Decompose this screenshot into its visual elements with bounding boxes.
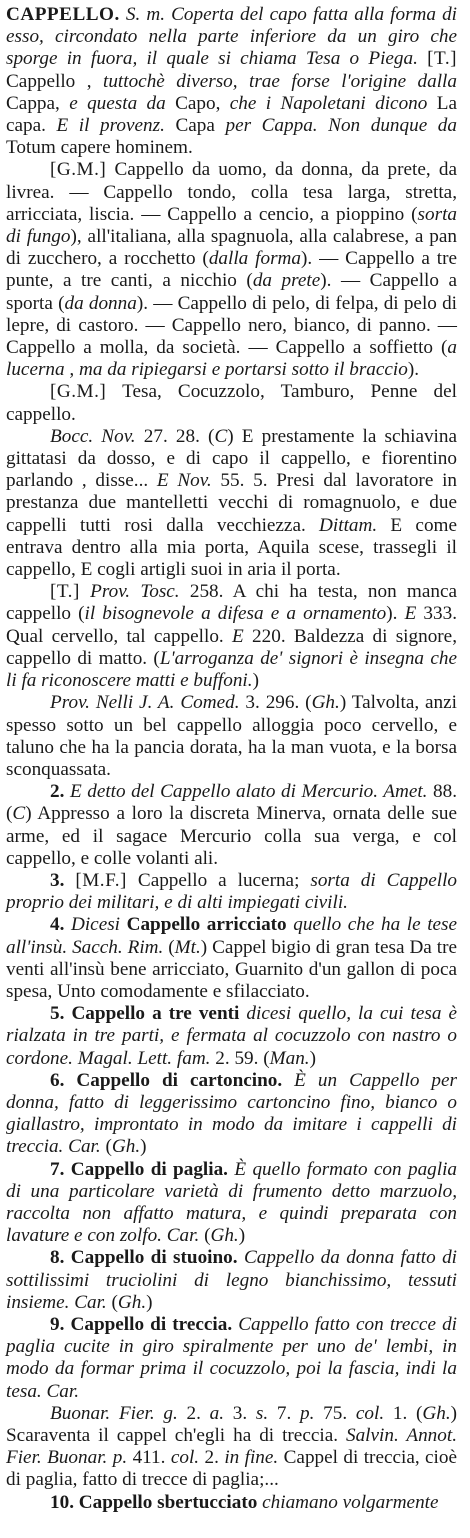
- italic-run: E detto del Cappello alato di Mercurio. Amet.: [69, 781, 428, 803]
- text-run: ): [238, 1225, 246, 1247]
- text-run: 1. (: [384, 1402, 423, 1424]
- text-run: ): [309, 1047, 316, 1069]
- entry-paragraph-p10: [6, 1003, 457, 1070]
- bold-run: 4.: [50, 914, 65, 936]
- text-run: 88. (: [6, 781, 458, 825]
- text-run: Cappel di treccia, cioè di paglia, fatto di trecce di paglia;...: [6, 1447, 457, 1491]
- italic-run: Gh.: [111, 1136, 141, 1158]
- italic-run: Mt.: [174, 936, 201, 958]
- text-run: ). — Cappello a sporta (: [6, 270, 457, 314]
- italic-run: E Nov.: [156, 470, 212, 492]
- italic-run: dalla forma: [208, 248, 302, 270]
- text-run: ) Cappel bigio di gran tesa Da tre venti all'insù bene arricciato, Guarnito d'un gallon di poca spesa, Unto comodamente e sfilacciato.: [6, 936, 457, 1002]
- italic-run: p.: [300, 1402, 315, 1424]
- italic-run: Cappello da donna fatto di sottilissimi truciolini di legno bianchissimo, tessuti insieme. Car.: [6, 1247, 457, 1313]
- text-run: [282, 1070, 294, 1091]
- italic-run: per Cappa. Non dunque da: [225, 115, 457, 137]
- italic-run: S. m. Coperta del capo fatta alla forma di esso, circondato nella parte inferiore da un giro che sporge in fuora, il quale si chiama Tesa o Piega.: [6, 4, 457, 70]
- bold-run: 8. Cappello di stuoino.: [50, 1247, 238, 1269]
- bold-run: 3.: [50, 869, 65, 891]
- text-run: Cappello a lucerna;: [126, 869, 311, 891]
- entry-paragraph-p14: [6, 1314, 457, 1403]
- text-run: ).: [386, 603, 405, 625]
- text-run: 3. 296. (: [239, 692, 312, 714]
- text-run: [120, 914, 127, 935]
- italic-run: Man.: [269, 1047, 310, 1069]
- text-run: ). — Cappello di pelo, di felpa, di pelo di lepre, di castoro. — Cappello nero, bianco, di panno. — Cappello a molla, da società. — Cappello a soffietto (: [6, 292, 458, 359]
- text-run: 333. Qual cervello, tal cappello.: [6, 603, 457, 647]
- text-run: ) Appresso a loro la discreta Minerva, ornata delle sue arme, ed il sagace Mercurio colla sua verga, e col cappello, e colle volanti ali.: [6, 803, 457, 869]
- text-run: 411.: [127, 1447, 171, 1469]
- italic-run: Salvin. Annot. Fier. Buonar. p.: [6, 1425, 457, 1469]
- text-run: (: [106, 1291, 118, 1313]
- italic-run: chiamano volgarmente: [262, 1491, 439, 1513]
- italic-run: quello che ha le tese all'insù. Sacch. Rim.: [6, 914, 458, 958]
- text-run: 27. 28. (: [135, 425, 215, 447]
- text-run: Capa: [164, 115, 226, 137]
- italic-run: Dicesi: [70, 914, 121, 936]
- text-run: ): [252, 670, 259, 692]
- italic-run: sorta di fungo: [6, 203, 457, 248]
- italic-run: sorta di Cappello proprio dei militari, e di alti impiegati civili.: [6, 869, 458, 914]
- text-run: 258. A chi ha testa, non manca cappello (: [6, 581, 457, 625]
- italic-run: Prov. Tosc.: [90, 581, 180, 603]
- italic-run: Gh.: [117, 1291, 147, 1313]
- text-run: (: [100, 1136, 112, 1158]
- italic-run: E il provenz.: [56, 115, 165, 137]
- text-run: Cappello ,: [6, 70, 103, 92]
- italic-run: Gh.: [422, 1402, 451, 1424]
- text-run: Cappello da uomo, da donna, da prete, da livrea. — Cappello tondo, colla tesa larga, stretta, arricciata, liscia. — Cappello a cencio, a pioppino (: [6, 159, 457, 225]
- entry-paragraph-p13: [6, 1247, 457, 1314]
- text-run: ) Scaraventa il cappel ch'egli ha di treccia.: [6, 1402, 458, 1446]
- text-run: Totum capere hominem.: [6, 137, 193, 159]
- entry-paragraph-p1: [6, 4, 457, 159]
- entry-paragraph-p11: [6, 1070, 457, 1159]
- italic-run: che i Napoletani dicono: [229, 92, 428, 114]
- italic-run: Prov. Nelli J. A. Comed.: [50, 692, 240, 714]
- text-run: [64, 914, 71, 935]
- entry-paragraph-p3: [6, 381, 457, 425]
- text-run: E come entrava dentro alla mia porta, Aquila scese, trassegli il cappello, E cogli artigli suoi in aria il porta.: [6, 514, 457, 581]
- text-run: 75.: [314, 1402, 356, 1424]
- italic-run: col.: [170, 1447, 200, 1469]
- text-run: 55. 5. Presi dal lavoratore in prestanza due mantelletti vecchi di romagnuolo, e due cappelli tutti rosi dalla vecchiezza.: [6, 470, 457, 536]
- source-tag: [T.]: [427, 48, 458, 70]
- italic-run: da donna: [64, 292, 137, 314]
- entry-paragraph-p4: [6, 426, 457, 581]
- italic-run: Gh.: [210, 1225, 239, 1247]
- italic-run: il bisognevole a difesa e a ornamento: [84, 603, 387, 625]
- italic-run: L'arroganza de' signori è insegna che li fa riconoscere matti e buffoni.: [6, 647, 457, 692]
- italic-run: a.: [209, 1402, 225, 1424]
- bold-run: 7. Cappello di paglia.: [50, 1158, 228, 1180]
- bold-run: 5. Cappello a tre venti: [50, 1003, 240, 1025]
- text-run: ). — Cappello a tre punte, a tre canti, a nicchio (: [6, 248, 457, 292]
- text-run: 3.: [224, 1402, 256, 1424]
- italic-run: e questa da: [69, 92, 166, 114]
- entry-paragraph-p2: [6, 159, 457, 381]
- text-run: ), all'italiana, alla spagnuola, alla calabrese, a pan di zucchero, a rocchetto (: [6, 226, 457, 270]
- text-run: Tesa, Cocuzzolo, Tamburo, Penne del cappello.: [6, 381, 457, 425]
- italic-run: s.: [255, 1402, 269, 1424]
- italic-run: tuttochè diverso, trae forse l'origine dalla: [103, 70, 457, 92]
- entry-paragraph-p9: [6, 914, 457, 1003]
- text-run: ): [140, 1136, 147, 1158]
- entry-paragraph-p7: [6, 781, 457, 870]
- italic-run: da prete: [252, 270, 321, 292]
- text-run: ) E prestamente la schiavina gittatasi da dosso, e di capo il cappello, e fiorentino parlando , disse...: [6, 425, 457, 492]
- bold-run: 2.: [50, 781, 65, 803]
- entry-paragraph-p15: [6, 1403, 457, 1492]
- entry-paragraph-p12: [6, 1159, 457, 1248]
- italic-run: E: [404, 603, 417, 625]
- italic-run: a lucerna , ma da ripiegarsi e portarsi sotto il braccio: [6, 337, 457, 381]
- text-run: [80, 581, 90, 602]
- source-tag: [G.M.]: [50, 159, 107, 181]
- italic-run: È quello formato con paglia di una particolare varietà di frumento detto marzuolo, raccolta non affatto matura, e quindi preparata con lavature e con zolfo. Car.: [6, 1158, 458, 1247]
- italic-run: Gh.: [311, 692, 340, 714]
- text-run: 2.: [177, 1402, 210, 1424]
- bold-run: 10. Cappello sbertucciato: [50, 1491, 258, 1513]
- italic-run: dicesi quello, la cui tesa è rialzata in tre parti, e fermata al cocuzzolo con nastro o cordone. Magal. Lett. fam.: [6, 1003, 457, 1069]
- text-run: ): [146, 1291, 153, 1313]
- italic-run: C: [214, 425, 228, 447]
- text-run: [64, 870, 75, 891]
- text-run: Cappa,: [6, 92, 70, 114]
- italic-run: E: [232, 625, 244, 647]
- italic-run: Bocc. Nov.: [50, 425, 136, 447]
- italic-run: Dittam.: [319, 514, 378, 536]
- italic-run: col.: [355, 1402, 385, 1424]
- entry-paragraph-p5: [6, 581, 457, 692]
- text-run: (: [199, 1225, 211, 1247]
- text-run: 220. Baldezza di signore, cappello di matto. (: [6, 625, 457, 669]
- bold-run: 9. Cappello di treccia.: [50, 1313, 233, 1335]
- bold-run: Cappello arricciato: [126, 914, 287, 936]
- dictionary-entry-cappello: [6, 4, 457, 1514]
- text-run: ) Talvolta, anzi spesso sotto un bel cappello alloggia poco cervello, e taluno che ha la pancia dorata, ha la man vuota, e la borsa sconquassata.: [6, 692, 458, 780]
- italic-run: Cappello fatto con trecce di paglia cucite in giro spiralmente per uno de' lembi, in modo da formar prima il cocuzzolo, poi la fascia, indi la tesa. Car.: [6, 1313, 458, 1402]
- italic-run: È un Cappello per donna, fatto di leggerissimo cartoncino fino, bianco o giallastro, improntato in modo da imitare i cappelli di treccia. Car.: [6, 1069, 457, 1158]
- text-run: 7.: [268, 1402, 301, 1424]
- text-run: (: [163, 936, 175, 958]
- source-tag: [M.F.]: [75, 869, 127, 891]
- text-run: ).: [407, 359, 420, 381]
- bold-run: 6. Cappello di cartoncino.: [50, 1069, 283, 1091]
- italic-run: C: [12, 803, 26, 825]
- text-run: 2.: [199, 1447, 225, 1469]
- source-tag: [G.M.]: [50, 381, 107, 403]
- text-run: Capo,: [165, 92, 230, 114]
- italic-run: Buonar. Fier. g.: [50, 1402, 178, 1424]
- entry-paragraph-p8: [6, 870, 457, 914]
- text-run: 2. 59. (: [210, 1047, 270, 1069]
- source-tag: [T.]: [50, 581, 80, 603]
- headword: CAPPELLO.: [6, 4, 120, 25]
- text-run: La capa.: [6, 92, 457, 137]
- entry-paragraph-p16: [6, 1492, 457, 1514]
- text-run: [418, 48, 427, 69]
- italic-run: in fine.: [224, 1447, 279, 1469]
- entry-paragraph-p6: [6, 692, 457, 781]
